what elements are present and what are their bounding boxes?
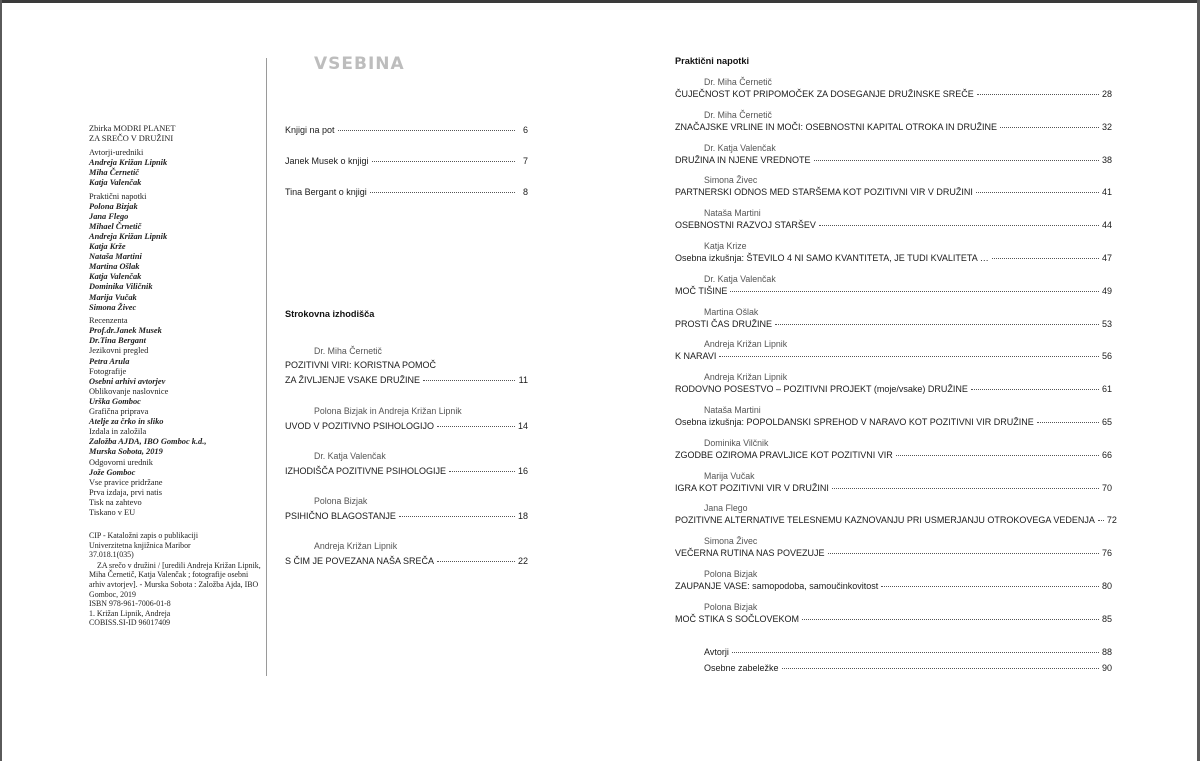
column-divider bbox=[266, 58, 267, 676]
toc-entry bbox=[285, 496, 528, 521]
author-name: Katja Krže bbox=[89, 242, 126, 252]
toc-title: PARTNERSKI ODNOS MED STARŠEMA KOT POZITIVNI VIR V DRUŽINI bbox=[675, 187, 973, 198]
contents-heading: VSEBINA bbox=[314, 54, 405, 74]
toc-title: Tina Bergant o knjigi bbox=[285, 187, 367, 197]
toc-page: 76 bbox=[1101, 548, 1112, 559]
cip-line: CIP - Kataložni zapis o publikaciji bbox=[89, 531, 199, 541]
toc-page: 88 bbox=[1101, 647, 1112, 657]
toc-page: 49 bbox=[1101, 285, 1112, 296]
toc-author: Jana Flego bbox=[704, 503, 748, 514]
leader-dots bbox=[437, 561, 515, 562]
toc-author: Dr. Miha Černetič bbox=[704, 77, 772, 87]
print-on-demand: Tisk na zahtevo bbox=[89, 497, 142, 507]
reviewer-name: Prof.dr.Janek Musek bbox=[89, 326, 162, 336]
toc-page: 16 bbox=[517, 466, 528, 476]
toc-title: OSEBNOSTNI RAZVOJ STARŠEV bbox=[675, 220, 816, 231]
leader-dots bbox=[802, 619, 1099, 620]
toc-page: 61 bbox=[1101, 384, 1112, 395]
toc-author: Dr. Miha Černetič bbox=[704, 109, 772, 120]
leader-dots bbox=[992, 258, 1099, 259]
toc-page: 22 bbox=[517, 556, 528, 566]
toc-entry bbox=[675, 77, 1112, 110]
toc-author: Dr. Katja Valenčak bbox=[704, 273, 776, 284]
toc-title: Osebna izkušnja: POPOLDANSKI SPREHOD V NARAVO KOT POZITIVNI VIR DRUŽINE bbox=[675, 416, 1034, 427]
toc-page: 90 bbox=[1101, 663, 1112, 673]
toc-entry bbox=[675, 274, 1112, 307]
toc-page: 14 bbox=[517, 421, 528, 431]
graphic-prep-label: Grafična priprava bbox=[89, 407, 149, 417]
cobiss-id: COBISS.SI-ID 96017409 bbox=[89, 618, 171, 628]
toc-entry bbox=[675, 208, 1112, 241]
cip-description: ZA srečo v družini / [uredili Andreja Križan Lipnik, Miha Černetič, Katja Valenčak ; fotografije osebni arhiv avtorjev]. - Murska Sobota : Založba Ajda, IBO Gomboc, 2019 bbox=[89, 560, 261, 599]
toc-title: ZGODBE OZIROMA PRAVLJICE KOT POZITIVNI VIR bbox=[675, 449, 893, 460]
leader-dots bbox=[370, 192, 515, 193]
toc-page: 7 bbox=[522, 156, 528, 166]
language-reviewer: Petra Arula bbox=[89, 356, 130, 366]
author-name: Andreja Križan Lipnik bbox=[89, 231, 168, 241]
leader-dots bbox=[437, 426, 515, 427]
leader-dots bbox=[338, 130, 515, 131]
toc-title: ZAUPANJE VASE: samopodoba, samoučinkovitost bbox=[675, 580, 879, 591]
toc-entry bbox=[675, 372, 1112, 405]
toc-entry bbox=[675, 339, 1112, 372]
toc-author: Polona Bizjak bbox=[704, 568, 758, 579]
toc-page: 32 bbox=[1101, 121, 1112, 132]
toc-title: ZNAČAJSKE VRLINE IN MOČI: OSEBNOSTNI KAPITAL OTROKA IN DRUŽINE bbox=[675, 121, 998, 132]
leader-dots bbox=[1000, 127, 1099, 128]
responsible-editor-label: Odgovorni urednik bbox=[89, 457, 153, 467]
toc-page: 41 bbox=[1101, 187, 1112, 198]
edition-text: Prva izdaja, prvi natis bbox=[89, 487, 163, 497]
viewer-top-border bbox=[0, 0, 1200, 3]
section-heading: Strokovna izhodišča bbox=[285, 309, 375, 319]
leader-dots bbox=[1037, 422, 1099, 423]
leader-dots bbox=[775, 324, 1099, 325]
series-name: Zbirka MODRI PLANET bbox=[89, 124, 176, 133]
practical-toc-list bbox=[675, 77, 1117, 635]
toc-author: Dominika Vilčnik bbox=[704, 437, 769, 448]
editor-name: Katja Valenčak bbox=[89, 177, 142, 187]
toc-entry bbox=[285, 187, 528, 197]
toc-entry bbox=[285, 541, 528, 566]
author-name: Jana Flego bbox=[89, 211, 129, 221]
leader-dots bbox=[828, 553, 1099, 554]
toc-author: Andreja Križan Lipnik bbox=[704, 372, 788, 383]
toc-author: Nataša Martini bbox=[704, 208, 761, 219]
toc-page: 65 bbox=[1101, 416, 1112, 427]
cover-design-label: Oblikovanje naslovnice bbox=[89, 386, 169, 396]
toc-title: ČUJEČNOST KOT PRIPOMOČEK ZA DOSEGANJE DRUŽINSKE SREČE bbox=[675, 89, 974, 99]
viewer-left-border bbox=[0, 0, 2, 761]
leader-dots bbox=[423, 380, 515, 381]
book-title: ZA SREČO V DRUŽINI bbox=[89, 134, 174, 144]
author-name: Katja Valenčak bbox=[89, 272, 142, 282]
reviewer-name: Dr.Tina Bergant bbox=[89, 336, 146, 346]
toc-entry bbox=[675, 503, 1117, 536]
toc-author: Andreja Križan Lipnik bbox=[314, 541, 398, 551]
toc-page: 72 bbox=[1106, 515, 1117, 526]
toc-author: Nataša Martini bbox=[704, 404, 761, 415]
leader-dots bbox=[719, 356, 1099, 357]
toc-title: PSIHIČNO BLAGOSTANJE bbox=[285, 511, 396, 521]
toc-page: 8 bbox=[522, 187, 528, 197]
toc-author: Simona Živec bbox=[704, 536, 758, 547]
toc-title: VEČERNA RUTINA NAS POVEZUJE bbox=[675, 548, 825, 559]
toc-page: 80 bbox=[1101, 580, 1112, 591]
toc-author: Martina Ošlak bbox=[704, 306, 759, 317]
photos-label: Fotografije bbox=[89, 366, 127, 376]
leader-dots bbox=[977, 94, 1099, 95]
editors-label: Avtorji-uredniki bbox=[89, 147, 144, 157]
leader-dots bbox=[819, 225, 1099, 226]
section-heading: Praktični napotki bbox=[675, 56, 750, 66]
publisher-label: Izdala in založila bbox=[89, 427, 147, 437]
toc-page: 66 bbox=[1101, 449, 1112, 460]
toc-entry bbox=[675, 307, 1112, 340]
toc-title: ZA ŽIVLJENJE VSAKE DRUŽINE bbox=[285, 375, 421, 385]
leader-dots bbox=[976, 192, 1099, 193]
leader-dots bbox=[881, 586, 1099, 587]
toc-author: Dr. Katja Valenčak bbox=[314, 451, 386, 461]
leader-dots bbox=[399, 516, 515, 517]
author-name: Marija Vučak bbox=[89, 292, 137, 302]
practical-label: Praktični napotki bbox=[89, 191, 147, 201]
toc-page: 28 bbox=[1101, 89, 1112, 99]
author-name: Nataša Martini bbox=[89, 252, 142, 262]
toc-title: UVOD V POZITIVNO PSIHOLOGIJO bbox=[285, 421, 435, 431]
author-name: Martina Ošlak bbox=[89, 262, 140, 272]
toc-entry bbox=[675, 602, 1112, 635]
toc-entry bbox=[675, 405, 1112, 438]
toc-title: Avtorji bbox=[704, 647, 729, 657]
toc-title: POZITIVNE ALTERNATIVE TELESNEMU KAZNOVANJU PRI USMERJANJU OTROKOVEGA VEDENJA bbox=[675, 515, 1095, 526]
rights-text: Vse pravice pridržane bbox=[89, 477, 163, 487]
toc-entry bbox=[285, 156, 528, 166]
toc-entry bbox=[285, 125, 528, 135]
toc-author: Marija Vučak bbox=[704, 470, 755, 481]
toc-entry bbox=[675, 438, 1112, 471]
author-name: Dominika Viličnik bbox=[89, 282, 153, 292]
reviewers-label: Recenzenta bbox=[89, 316, 128, 326]
toc-entry bbox=[675, 241, 1112, 274]
toc-author: Katja Krize bbox=[704, 240, 747, 251]
leader-dots bbox=[896, 455, 1099, 456]
author-name: Mihael Črnetič bbox=[89, 221, 142, 231]
leader-dots bbox=[782, 668, 1099, 669]
publisher-value: Založba AJDA, IBO Gomboc k.d., bbox=[89, 437, 207, 447]
toc-page: 38 bbox=[1101, 154, 1112, 165]
toc-title: Janek Musek o knjigi bbox=[285, 156, 369, 166]
toc-entry bbox=[285, 406, 528, 431]
responsible-editor: Jože Gomboc bbox=[89, 467, 136, 477]
author-name: Polona Bizjak bbox=[89, 201, 138, 211]
toc-title: IZHODIŠČA POZITIVNE PSIHOLOGIJE bbox=[285, 466, 447, 476]
toc-title: Knjigi na pot bbox=[285, 125, 335, 135]
toc-entry bbox=[285, 451, 528, 476]
toc-title-line: POZITIVNI VIRI: KORISTNA POMOČ bbox=[285, 360, 437, 370]
cip-author: 1. Križan Lipnik, Andreja bbox=[89, 608, 171, 618]
toc-title: Osebne zabeležke bbox=[704, 663, 779, 673]
toc-author: Dr. Katja Valenčak bbox=[704, 142, 776, 153]
toc-entry bbox=[675, 536, 1112, 569]
toc-entry bbox=[704, 647, 1112, 657]
leader-dots bbox=[449, 471, 515, 472]
leader-dots bbox=[730, 291, 1099, 292]
isbn: ISBN 978-961-7006-01-8 bbox=[89, 599, 171, 609]
toc-title: RODOVNO POSESTVO – POZITIVNI PROJEKT (moje/vsake) DRUŽINE bbox=[675, 384, 968, 395]
toc-author: Polona Bizjak in Andreja Križan Lipnik bbox=[314, 406, 462, 416]
toc-page: 18 bbox=[517, 511, 528, 521]
toc-entry bbox=[675, 175, 1112, 208]
toc-entry bbox=[675, 143, 1112, 176]
cover-designer: Urška Gomboc bbox=[89, 396, 141, 406]
toc-page: 47 bbox=[1101, 252, 1112, 263]
toc-title: MOČ TIŠINE bbox=[675, 285, 728, 296]
toc-page: 11 bbox=[518, 375, 528, 385]
language-review-label: Jezikovni pregled bbox=[89, 346, 149, 356]
toc-title: Osebna izkušnja: ŠTEVILO 4 NI SAMO KVANTITETA, JE TUDI KVALITETA … bbox=[675, 252, 989, 263]
toc-entry bbox=[675, 569, 1112, 602]
graphic-prep-value: Atelje za črko in sliko bbox=[89, 417, 164, 427]
printed-in: Tiskano v EU bbox=[89, 507, 136, 517]
toc-page: 44 bbox=[1101, 220, 1112, 231]
photos-value: Osebni arhivi avtorjev bbox=[89, 376, 166, 386]
toc-title: IGRA KOT POZITIVNI VIR V DRUŽINI bbox=[675, 482, 829, 493]
toc-author: Simona Živec bbox=[704, 175, 758, 186]
leader-dots bbox=[832, 488, 1099, 489]
cip-code: 37.018.1(035) bbox=[89, 550, 134, 560]
toc-page: 56 bbox=[1101, 351, 1112, 362]
toc-title: DRUŽINA IN NJENE VREDNOTE bbox=[675, 154, 811, 165]
toc-entry bbox=[675, 471, 1112, 504]
leader-dots bbox=[814, 160, 1099, 161]
toc-author: Dr. Miha Černetič bbox=[314, 346, 382, 356]
toc-title: PROSTI ČAS DRUŽINE bbox=[675, 318, 773, 329]
publisher-place: Murska Sobota, 2019 bbox=[89, 447, 163, 457]
editor-name: Miha Černetič bbox=[89, 167, 140, 177]
toc-page: 53 bbox=[1101, 318, 1112, 329]
cip-library: Univerzitetna knjižnica Maribor bbox=[89, 540, 191, 550]
leader-dots bbox=[732, 652, 1099, 653]
toc-title: S ČIM JE POVEZANA NAŠA SREČA bbox=[285, 556, 435, 566]
toc-author: Polona Bizjak bbox=[314, 496, 368, 506]
toc-entry bbox=[675, 110, 1112, 143]
toc-page: 70 bbox=[1101, 482, 1112, 493]
toc-author: Polona Bizjak bbox=[704, 601, 758, 612]
toc-entry bbox=[704, 663, 1112, 673]
toc-page: 6 bbox=[522, 125, 528, 135]
toc-title: MOČ STIKA S SOČLOVEKOM bbox=[675, 613, 800, 624]
editor-name: Andreja Križan Lipnik bbox=[89, 157, 168, 167]
toc-author: Andreja Križan Lipnik bbox=[704, 339, 788, 350]
leader-dots bbox=[372, 161, 515, 162]
toc-page: 85 bbox=[1101, 613, 1112, 624]
leader-dots bbox=[1098, 520, 1104, 521]
author-name: Simona Živec bbox=[89, 302, 137, 312]
toc-entry bbox=[285, 346, 528, 385]
leader-dots bbox=[971, 389, 1099, 390]
toc-title: K NARAVI bbox=[675, 351, 717, 362]
colophon bbox=[89, 124, 264, 628]
